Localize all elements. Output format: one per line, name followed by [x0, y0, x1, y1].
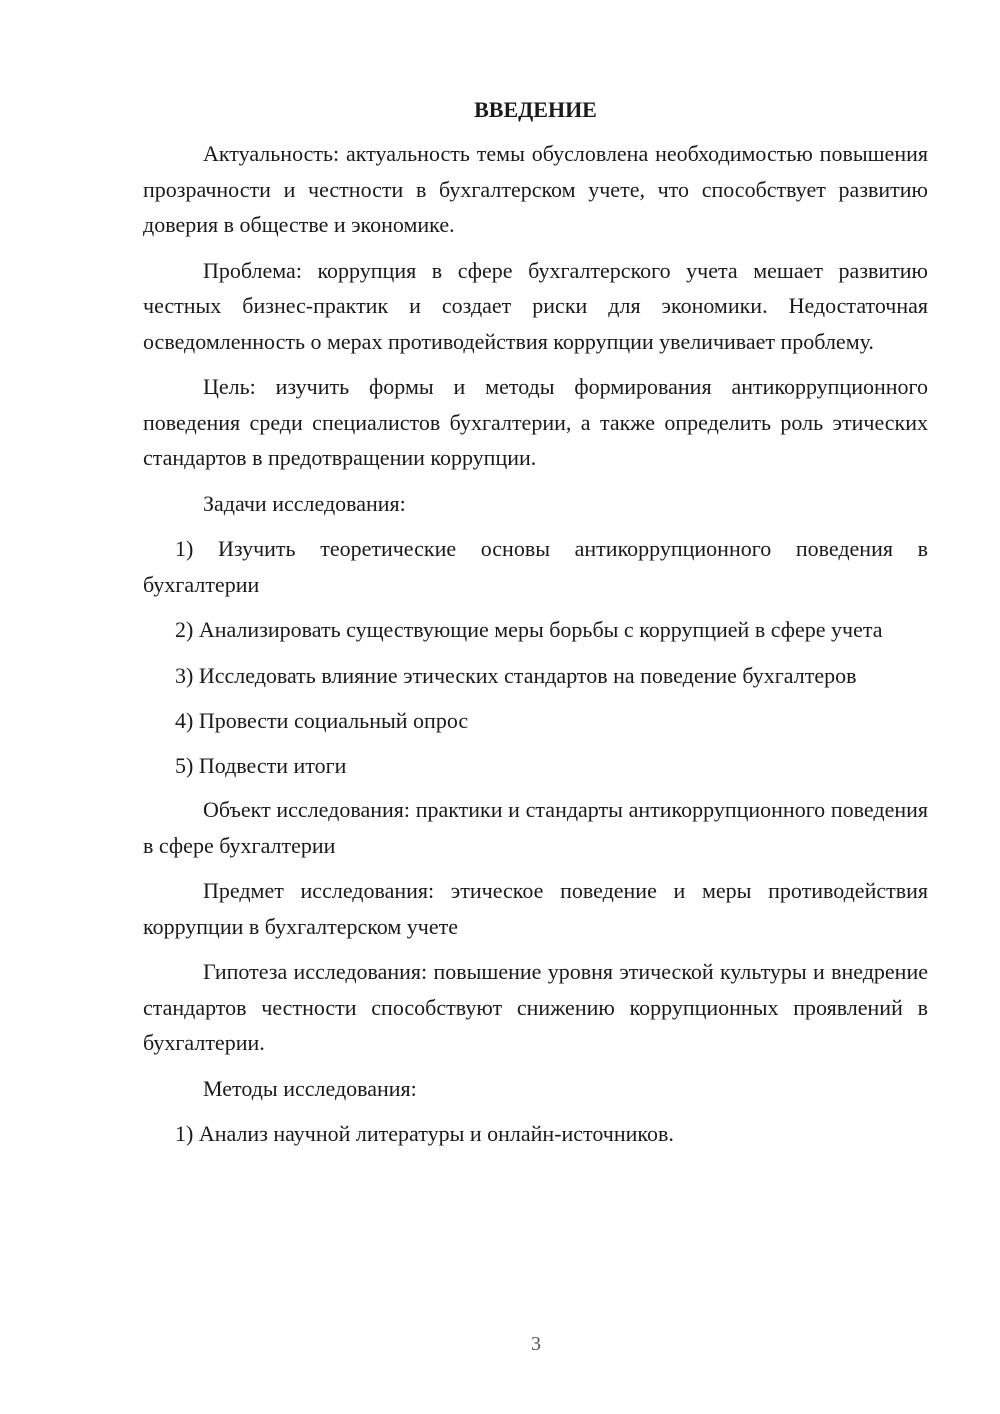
method-item-1: 1) Анализ научной литературы и онлайн-источников.	[175, 1121, 674, 1146]
object-paragraph: Объект исследования: практики и стандарты антикоррупционного поведения в сфере бухгалтерии	[143, 797, 928, 858]
goal-paragraph: Цель: изучить формы и методы формирования антикоррупционного поведения среди специалистов бухгалтерии, а также определить роль этических стандартов в предотвращении коррупции.	[143, 374, 928, 470]
document-page	[143, 92, 928, 1162]
task-item-2: 2) Анализировать существующие меры борьбы с коррупцией в сфере учета	[175, 617, 883, 642]
page-number: 3	[531, 1333, 541, 1355]
task-item-1: 1) Изучить теоретические основы антикоррупционного поведения в бухгалтерии	[143, 536, 928, 597]
hypothesis-paragraph: Гипотеза исследования: повышение уровня этической культуры и внедрение стандартов честности способствуют снижению коррупционных проявлений в бухгалтерии.	[143, 959, 928, 1055]
page-title: ВВЕДЕНИЕ	[474, 97, 597, 122]
task-item-4: 4) Провести социальный опрос	[175, 708, 469, 733]
methods-heading: Методы исследования:	[203, 1075, 417, 1101]
subject-paragraph: Предмет исследования: этическое поведение и меры противодействия коррупции в бухгалтерском учете	[143, 878, 928, 939]
task-item-3: 3) Исследовать влияние этических стандартов на поведение бухгалтеров	[175, 662, 857, 688]
tasks-heading: Задачи исследования:	[203, 490, 406, 516]
relevance-paragraph: Актуальность: актуальность темы обусловлена необходимостью повышения прозрачности и честности в бухгалтерском учете, что способствует развитию доверия в обществе и экономике.	[143, 141, 928, 237]
problem-paragraph: Проблема: коррупция в сфере бухгалтерского учета мешает развитию честных бизнес-практик и создает риски для экономики. Недостаточная осведомленность о мерах противодействия коррупции увеличивает проблему.	[143, 257, 928, 354]
task-item-5: 5) Подвести итоги	[175, 752, 347, 778]
